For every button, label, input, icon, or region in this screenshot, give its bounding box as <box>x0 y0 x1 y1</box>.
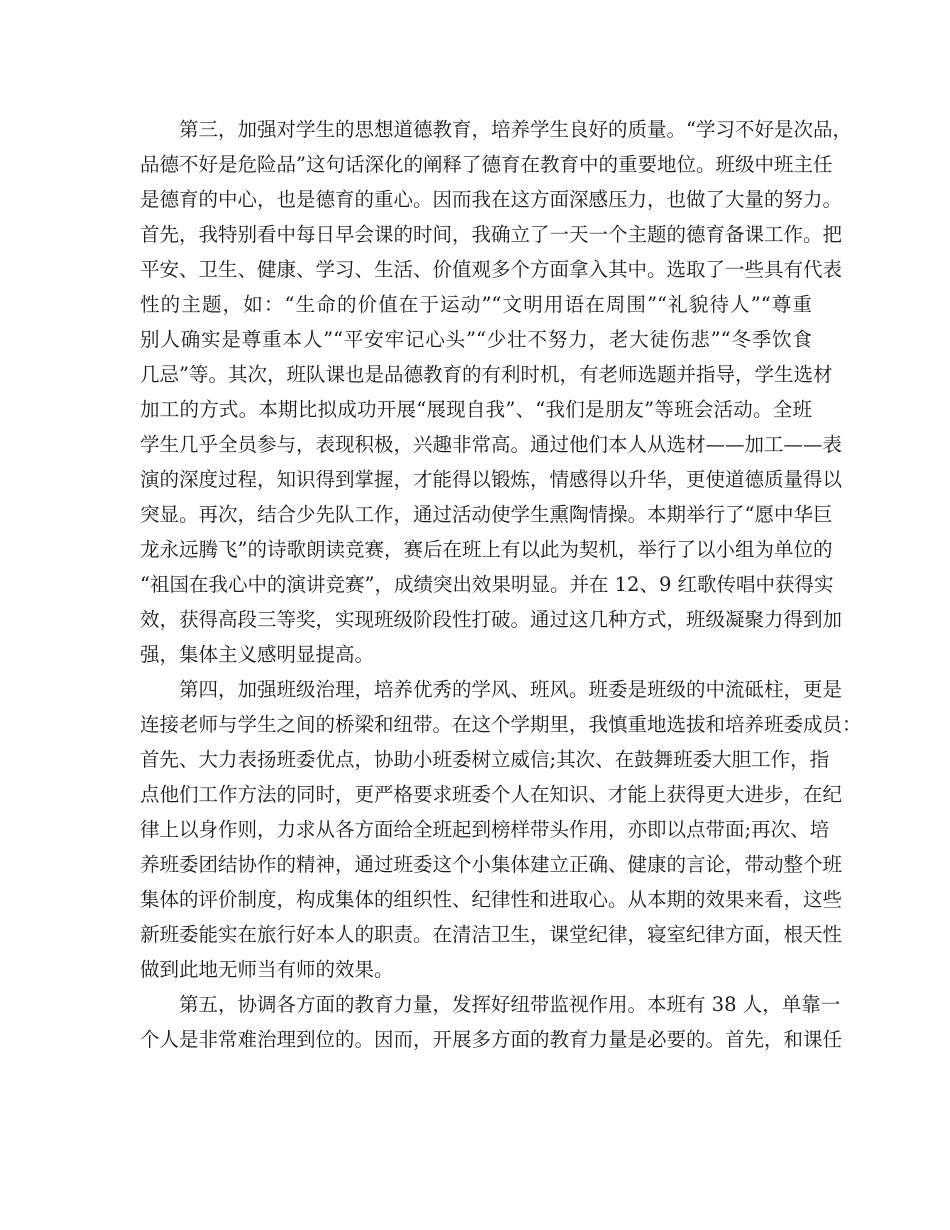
text-line: “祖国在我心中的演讲竞赛”，成绩突出效果明显。并在 12、9 红歌传唱中获得实 <box>140 573 834 596</box>
paragraph-4 <box>140 672 862 987</box>
text-line: 演的深度过程，知识得到掌握，才能得以锻炼，情感得以升华，更使道德质量得以 <box>140 468 843 491</box>
paragraph-5 <box>140 987 843 1057</box>
text-line: 新班委能实在旅行好本人的职责。在清洁卫生，课堂纪律，寝室纪律方面，根天性 <box>140 923 843 946</box>
text-line: 学生几乎全员参与，表现积极，兴趣非常高。通过他们本人从选材——加工——表 <box>140 433 843 456</box>
text-line: 强，集体主义感明显提高。 <box>140 643 375 666</box>
text-line: 第五，协调各方面的教育力量，发挥好纽带监视作用。本班有 38 人，单靠一 <box>179 993 841 1016</box>
text-line: 突显。再次，结合少先队工作，通过活动使学生熏陶情操。本期举行了“愿中华巨 <box>140 503 833 526</box>
text-line: 效，获得高段三等奖，实现班级阶段性打破。通过这几种方式，班级凝聚力得到加 <box>140 608 843 631</box>
document-body <box>140 112 862 1057</box>
text-line: 几忌”等。其次，班队课也是品德教育的有利时机，有老师选题并指导，学生选材 <box>140 363 833 386</box>
text-line: 连接老师与学生之间的桥梁和纽带。在这个学期里，我慎重地选拔和培养班委成员： <box>140 713 862 736</box>
text-line: 律上以身作则，力求从各方面给全班起到榜样带头作用，亦即以点带面;再次、培 <box>140 818 830 841</box>
text-line: 品德不好是危险品”这句话深化的阐释了德育在教育中的重要地位。班级中班主任 <box>140 153 833 176</box>
text-line: 第三，加强对学生的思想道德教育，培养学生良好的质量。“学习不好是次品， <box>179 118 852 141</box>
text-line: 做到此地无师当有师的效果。 <box>140 958 394 981</box>
paragraph-3 <box>140 112 852 672</box>
text-line: 第四，加强班级治理，培养优秀的学风、班风。班委是班级的中流砥柱，更是 <box>179 678 843 701</box>
text-line: 龙永远腾飞”的诗歌朗读竞赛，赛后在班上有以此为契机，举行了以小组为单位的 <box>140 538 833 561</box>
text-line: 首先、大力表扬班委优点，协助小班委树立威信;其次、在鼓舞班委大胆工作，指 <box>140 748 830 771</box>
text-line: 首先，我特别看中每日早会课的时间，我确立了一天一个主题的德育备课工作。把 <box>140 223 843 246</box>
text-line: 性的主题，如：“生命的价值在于运动”“文明用语在周围”“礼貌待人”“尊重 <box>140 293 812 316</box>
text-line: 集体的评价制度，构成集体的组织性、纪律性和进取心。从本期的效果来看，这些 <box>140 888 843 911</box>
text-line: 加工的方式。本期比拟成功开展“展现自我”、“我们是朋友”等班会活动。全班 <box>140 398 812 421</box>
text-line: 平安、卫生、健康、学习、生活、价值观多个方面拿入其中。选取了一些具有代表 <box>140 258 843 281</box>
text-line: 是德育的中心，也是德育的重心。因而我在这方面深感压力，也做了大量的努力。 <box>140 188 843 211</box>
text-line: 别人确实是尊重本人”“平安牢记心头”“少壮不努力，老大徒伤悲”“冬季饮食 <box>140 328 812 351</box>
text-line: 点他们工作方法的同时，更严格要求班委个人在知识、才能上获得更大进步，在纪 <box>140 783 843 806</box>
text-line: 养班委团结协作的精神，通过班委这个小集体建立正确、健康的言论，带动整个班 <box>140 853 843 876</box>
text-line: 个人是非常难治理到位的。因而，开展多方面的教育力量是必要的。首先，和课任 <box>140 1028 843 1051</box>
